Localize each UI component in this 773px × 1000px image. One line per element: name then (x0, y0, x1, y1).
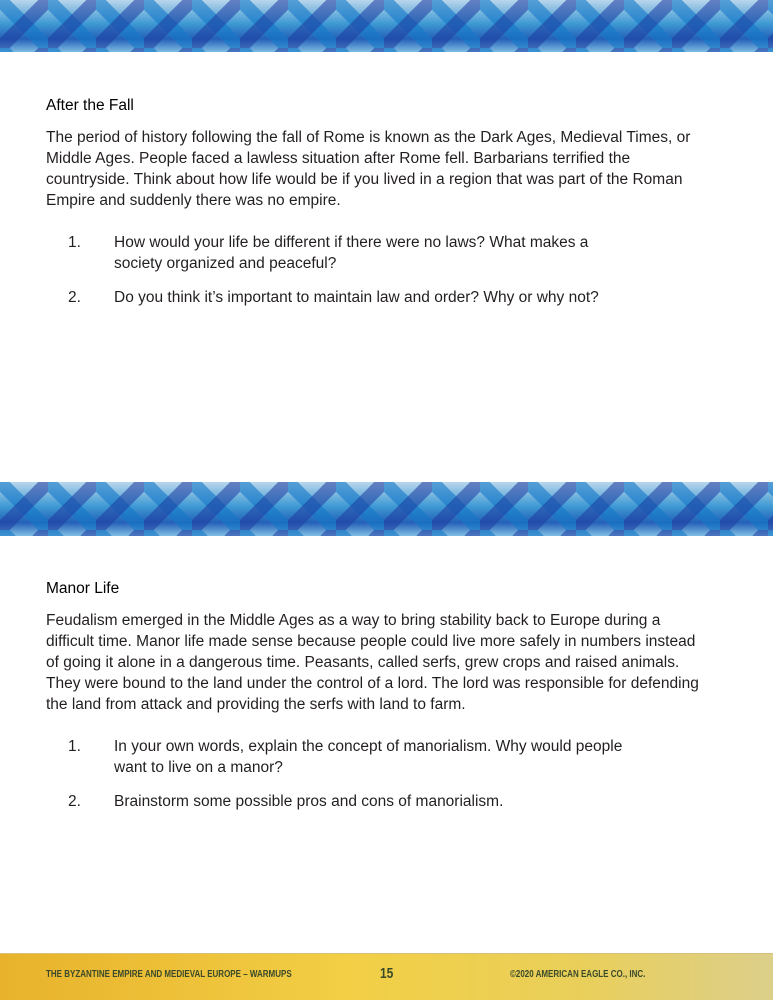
question-item (68, 287, 736, 308)
decorative-banner-middle (0, 482, 773, 536)
question-text: Brainstorm some possible pros and cons of manorialism. (114, 793, 504, 810)
question-number: 1. (68, 234, 81, 251)
section-body: Feudalism emerged in the Middle Ages as a way to bring stability back to Europe during a difficult time. Manor life made sense because people could live more safely in numbers instead of going it alone in a dangerous time. Peasants, called serfs, grew crops and raised animals. They were bound to the land under the control of a lord. The lord was responsible for defending the land from attack and providing the serfs with land to farm. (46, 612, 699, 713)
question-item (68, 736, 736, 778)
section-manor-life (46, 580, 736, 825)
decorative-banner-top (0, 0, 773, 52)
section-body: The period of history following the fall of Rome is known as the Dark Ages, Medieval Times, or Middle Ages. People faced a lawless situation after Rome fell. Barbarians terrified the countryside. Think about how life would be if you lived in a region that was part of the Roman Empire and suddenly there was no empire. (46, 129, 691, 209)
question-number: 2. (68, 793, 81, 810)
question-list (68, 232, 736, 308)
question-list (68, 736, 736, 812)
question-item (68, 791, 736, 812)
page-number: 15 (380, 965, 394, 982)
section-title: Manor Life (46, 580, 120, 597)
question-item (68, 232, 736, 274)
book-title: THE BYZANTINE EMPIRE AND MEDIEVAL EUROPE – WARMUPS (46, 969, 292, 980)
question-number: 2. (68, 289, 81, 306)
page-footer (0, 953, 773, 1000)
question-text: Do you think it’s important to maintain law and order? Why or why not? (114, 289, 599, 306)
question-text: How would your life be different if there were no laws? What makes a society organized and peaceful? (114, 234, 589, 272)
question-text: In your own words, explain the concept of manorialism. Why would people want to live on a manor? (114, 738, 623, 776)
section-after-the-fall (46, 97, 736, 321)
question-number: 1. (68, 738, 81, 755)
section-title: After the Fall (46, 97, 134, 114)
copyright: ©2020 AMERICAN EAGLE CO., INC. (510, 969, 646, 980)
